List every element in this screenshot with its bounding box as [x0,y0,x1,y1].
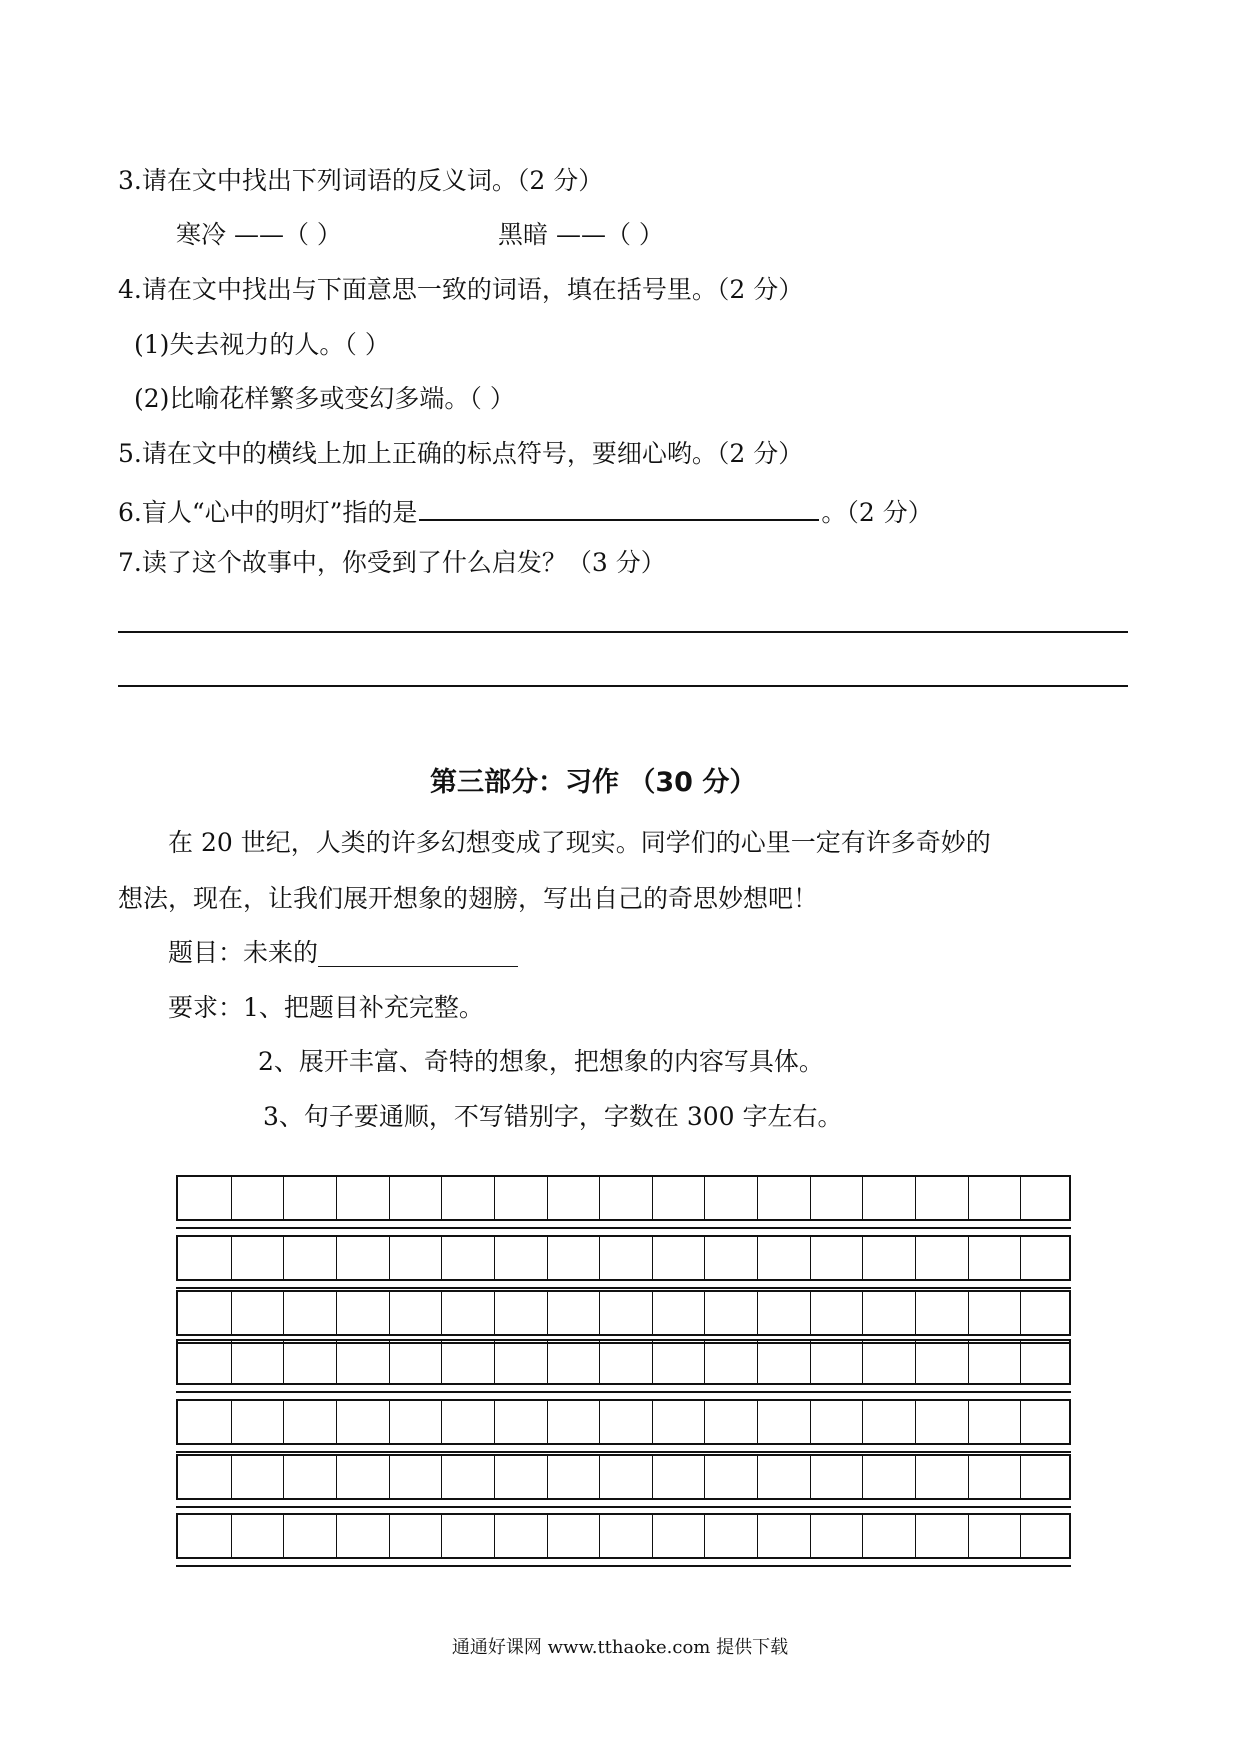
grid-row-underline [176,1227,1071,1229]
grid-row[interactable] [176,1399,1071,1445]
grid-cell-divider [494,1401,495,1443]
grid-cell-divider [336,1177,337,1219]
question-4-sub-2: (2)比喻花样繁多或变幻多端。（ ） [134,384,515,413]
grid-cell-divider [494,1456,495,1498]
grid-cell-divider [441,1177,442,1219]
grid-cell-divider [1020,1237,1021,1279]
grid-cell-divider [389,1292,390,1334]
grid-cell-divider [389,1401,390,1443]
grid-cell-divider [494,1292,495,1334]
grid-cell-divider [547,1515,548,1557]
grid-cell-divider [283,1515,284,1557]
grid-cell-divider [862,1177,863,1219]
grid-cell-divider [968,1401,969,1443]
grid-cell-divider [704,1401,705,1443]
grid-cell-divider [704,1177,705,1219]
grid-cell-divider [441,1292,442,1334]
grid-cell-divider [336,1456,337,1498]
grid-cell-divider [231,1341,232,1383]
grid-cell-divider [757,1456,758,1498]
grid-cell-divider [336,1401,337,1443]
grid-cell-divider [1020,1401,1021,1443]
grid-cell-divider [862,1341,863,1383]
grid-cell-divider [231,1177,232,1219]
grid-cell-divider [283,1341,284,1383]
grid-cell-divider [1020,1177,1021,1219]
grid-row-underline [176,1287,1071,1289]
question-3-item-2: 黑暗 ——（ ） [498,220,664,249]
grid-cell-divider [283,1401,284,1443]
grid-cell-divider [968,1515,969,1557]
question-4: 4.请在文中找出与下面意思一致的词语，填在括号里。（2 分） [118,275,804,304]
grid-cell-divider [599,1292,600,1334]
grid-cell-divider [652,1515,653,1557]
grid-cell-divider [599,1515,600,1557]
grid-cell-divider [810,1237,811,1279]
grid-cell-divider [915,1515,916,1557]
grid-cell-divider [1020,1341,1021,1383]
grid-cell-divider [757,1292,758,1334]
grid-cell-divider [494,1515,495,1557]
grid-cell-divider [915,1292,916,1334]
grid-cell-divider [283,1456,284,1498]
grid-cell-divider [441,1237,442,1279]
question-3: 3.请在文中找出下列词语的反义词。（2 分） [118,166,604,195]
section-3-intro-line-1: 在 20 世纪，人类的许多幻想变成了现实。同学们的心里一定有许多奇妙的 [168,828,991,857]
question-7-answer-line-2[interactable] [118,685,1128,687]
grid-cell-divider [494,1177,495,1219]
grid-cell-divider [757,1177,758,1219]
grid-cell-divider [336,1341,337,1383]
grid-cell-divider [547,1177,548,1219]
grid-cell-divider [652,1292,653,1334]
grid-cell-divider [336,1237,337,1279]
grid-cell-divider [231,1292,232,1334]
grid-cell-divider [862,1237,863,1279]
grid-cell-divider [441,1341,442,1383]
grid-cell-divider [968,1341,969,1383]
grid-cell-divider [547,1237,548,1279]
grid-cell-divider [968,1177,969,1219]
grid-cell-divider [915,1456,916,1498]
grid-cell-divider [547,1401,548,1443]
grid-cell-divider [599,1456,600,1498]
grid-cell-divider [547,1292,548,1334]
question-6-answer-blank[interactable] [419,491,819,521]
grid-cell-divider [652,1177,653,1219]
grid-cell-divider [652,1341,653,1383]
grid-row-underline [176,1451,1071,1453]
question-6 [118,491,933,530]
section-3-requirement-3: 3、句子要通顺，不写错别字，字数在 300 字左右。 [263,1102,843,1131]
grid-cell-divider [915,1237,916,1279]
grid-cell-divider [336,1292,337,1334]
section-3-topic: 题目：未来的________________ [168,938,519,967]
grid-cell-divider [441,1401,442,1443]
grid-cell-divider [336,1515,337,1557]
grid-cell-divider [704,1515,705,1557]
grid-cell-divider [968,1237,969,1279]
question-5: 5.请在文中的横线上加上正确的标点符号，要细心哟。（2 分） [118,439,804,468]
grid-cell-divider [441,1456,442,1498]
grid-cell-divider [862,1456,863,1498]
grid-row[interactable] [176,1290,1071,1336]
grid-cell-divider [441,1515,442,1557]
grid-row[interactable] [176,1235,1071,1281]
grid-row[interactable] [176,1513,1071,1559]
grid-cell-divider [599,1401,600,1443]
question-6-prefix: 6.盲人“心中的明灯”指的是 [118,498,418,527]
grid-row[interactable] [176,1454,1071,1500]
grid-cell-divider [389,1515,390,1557]
grid-cell-divider [494,1237,495,1279]
grid-cell-divider [810,1456,811,1498]
grid-cell-divider [704,1456,705,1498]
grid-row-underline [176,1506,1071,1508]
section-3-requirement-1: 要求：1、把题目补充完整。 [168,993,484,1022]
question-7-answer-line-1[interactable] [118,631,1128,633]
grid-cell-divider [810,1515,811,1557]
grid-cell-divider [862,1292,863,1334]
section-3-title: 第三部分：习作 （30 分） [430,767,757,798]
grid-cell-divider [389,1341,390,1383]
section-3-requirement-2: 2、展开丰富、奇特的想象，把想象的内容写具体。 [258,1047,824,1076]
grid-cell-divider [757,1401,758,1443]
grid-cell-divider [494,1341,495,1383]
question-3-item-1: 寒冷 ——（ ） [176,220,342,249]
grid-cell-divider [757,1341,758,1383]
grid-cell-divider [547,1341,548,1383]
grid-row[interactable] [176,1339,1071,1385]
grid-cell-divider [862,1515,863,1557]
grid-cell-divider [757,1237,758,1279]
grid-cell-divider [599,1237,600,1279]
section-3-intro-line-2: 想法，现在，让我们展开想象的翅膀，写出自己的奇思妙想吧！ [118,884,819,913]
grid-cell-divider [652,1237,653,1279]
grid-cell-divider [704,1237,705,1279]
grid-cell-divider [968,1456,969,1498]
grid-cell-divider [547,1456,548,1498]
grid-cell-divider [231,1515,232,1557]
grid-cell-divider [231,1237,232,1279]
grid-cell-divider [810,1292,811,1334]
grid-cell-divider [704,1292,705,1334]
grid-cell-divider [915,1177,916,1219]
grid-cell-divider [389,1237,390,1279]
grid-row[interactable] [176,1175,1071,1221]
grid-cell-divider [1020,1292,1021,1334]
grid-cell-divider [757,1515,758,1557]
grid-cell-divider [283,1177,284,1219]
grid-cell-divider [283,1237,284,1279]
grid-row-underline [176,1565,1071,1567]
grid-cell-divider [231,1456,232,1498]
grid-cell-divider [810,1401,811,1443]
grid-cell-divider [915,1341,916,1383]
footer-credit: 通通好课网 www.tthaoke.com 提供下载 [451,1637,789,1658]
grid-row-underline [176,1391,1071,1393]
grid-cell-divider [968,1292,969,1334]
question-4-sub-1: (1)失去视力的人。（ ） [134,330,390,359]
grid-cell-divider [810,1177,811,1219]
grid-cell-divider [599,1177,600,1219]
question-7: 7.读了这个故事中，你受到了什么启发？（3 分） [118,548,666,577]
grid-cell-divider [283,1292,284,1334]
grid-cell-divider [652,1401,653,1443]
grid-cell-divider [389,1177,390,1219]
grid-cell-divider [704,1341,705,1383]
grid-cell-divider [389,1456,390,1498]
grid-cell-divider [915,1401,916,1443]
grid-cell-divider [862,1401,863,1443]
grid-cell-divider [810,1341,811,1383]
question-6-suffix: 。（2 分） [821,498,933,527]
grid-cell-divider [1020,1515,1021,1557]
grid-cell-divider [599,1341,600,1383]
grid-cell-divider [652,1456,653,1498]
grid-cell-divider [231,1401,232,1443]
grid-cell-divider [1020,1456,1021,1498]
